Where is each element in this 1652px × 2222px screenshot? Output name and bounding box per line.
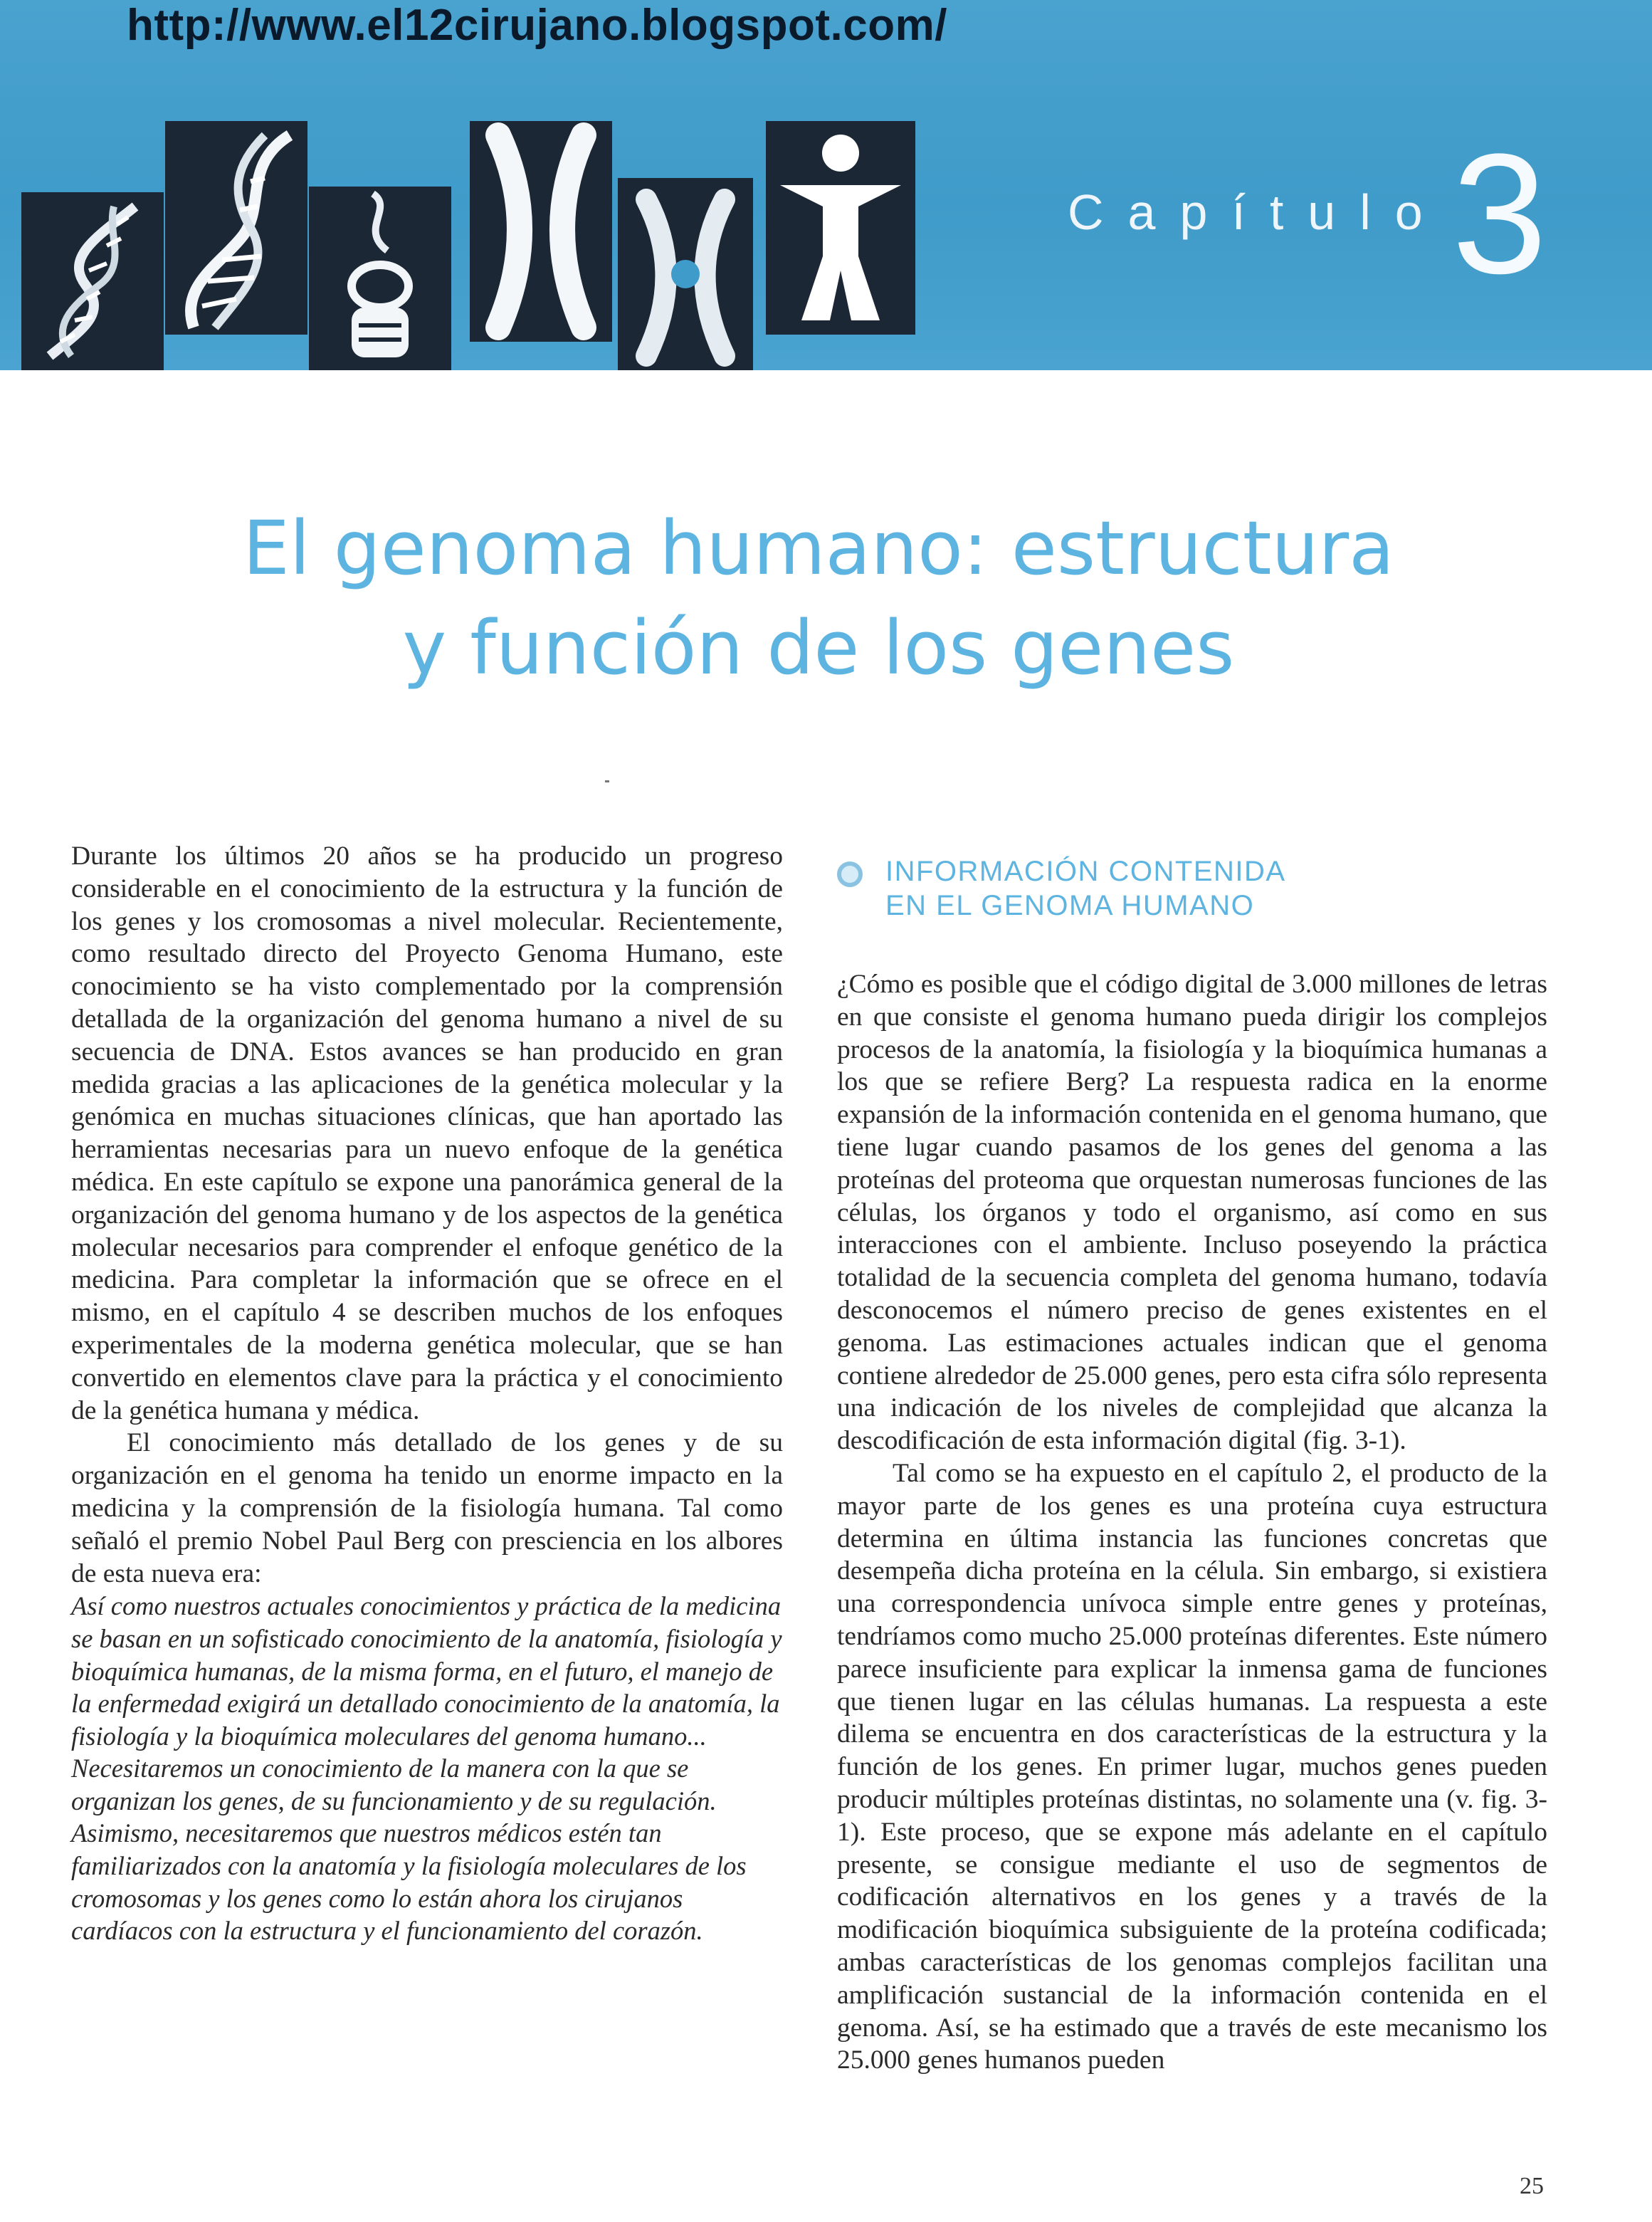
dna-tile-1 [21, 192, 164, 370]
page-number: 25 [1520, 2173, 1544, 2199]
right-column-body [837, 968, 1547, 2077]
human-figure-icon [766, 121, 915, 335]
left-column [71, 840, 783, 1947]
chromosome-tile-2 [618, 178, 753, 370]
section-heading [837, 847, 1547, 926]
chromatin-tile [309, 187, 451, 370]
chapter-title-line-2: y función de los genes [402, 604, 1235, 691]
x-chromosome-icon [470, 121, 612, 342]
dna-helix-icon [21, 192, 164, 370]
right-paragraph-1: ¿Cómo es posible que el código digital de 3.000 millones de letras en que consiste el genoma humano pueda dirigir los complejos procesos de la anatomía, la fisiología y la bioquímica humanas a los que se refiere Berg? La respuesta radica en la enorme expansión de la información contenida en el genoma humano, que tiene lugar cuando pasamos de los genes del genoma a las proteínas del proteoma que orquestan numerosas funciones de las células, los órganos y todo el organismo, así como en sus interacciones con el ambiente. Incluso poseyendo la práctica totalidad de la secuencia completa del genoma humano, todavía desconocemos el número preciso de genes existentes en el genoma. Las estimaciones actuales indican que el genoma contiene alrededor de 25.000 genes, pero esta cifra sólo representa una indicación de los niveles de complejidad que alcanza la descodificación de esta información digital (fig. 3-1). [837, 970, 1547, 1456]
left-paragraph-2: El conocimiento más detallado de los genes y de su organización en el genoma ha tenido un enorme impacto en la medicina y la comprensión de la fisiología humana. Tal como señaló el premio Nobel Paul Berg con presciencia en los albores de esta nueva era: [71, 1428, 783, 1588]
section-bullet-icon [837, 861, 863, 887]
section-title-line-2: EN EL GENOMA HUMANO [885, 890, 1255, 921]
source-url: http://www.el12cirujano.blogspot.com/ [127, 1, 947, 50]
chapter-number: 3 [1452, 118, 1547, 309]
banded-chromosome-icon [618, 178, 753, 370]
stray-mark [605, 780, 609, 782]
berg-quote: Así como nuestros actuales conocimientos y práctica de la medicina se basan en un sofisticado conocimiento de la anatomía, fisiología y bioquímica humanas, de la misma forma, en el futuro, el manejo de la enfermedad exigirá un detallado conocimiento de la anatomía, la fisiología y la bioquímica moleculares del genoma humano... Necesitaremos un conocimiento de la manera con la que se organizan los genes, de su funcionamiento y de su regulación. Asimismo, necesitaremos que nuestros médicos estén tan familiarizados con la anatomía y la fisiología moleculares de los cromosomas y los genes como lo están ahora los cirujanos cardíacos con la estructura y el funcionamiento del corazón. [71, 1591, 782, 1946]
chapter-title-line-1: El genoma humano: estructura [243, 505, 1394, 592]
human-tile [766, 121, 915, 335]
dna-tile-2 [165, 121, 307, 335]
chapter-title [142, 498, 1495, 698]
section-title [885, 854, 1286, 923]
right-paragraph-2: Tal como se ha expuesto en el capítulo 2, el producto de la mayor parte de los genes es una proteína cuya estructura determina en última instancia las funciones concretas que desempeña dicha proteína en la célula. Sin embargo, si existiera una correspondencia unívoca simple entre genes y proteínas, tendríamos como mucho 25.000 proteínas diferentes. Este número parece insuficiente para explicar la inmensa gama de funciones que tienen lugar en las células humanas. La respuesta a este dilema se encuentra en dos características de la estructura y la función de los genes. En primer lugar, muchos genes pueden producir múltiples proteínas distintas, no solamente una (v. fig. 3-1). Este proceso, que se expone más adelante en el capítulo presente, se consigue mediante el uso de segmentos de codificación alternativos en los genes y a través de la modificación bioquímica subsiguiente de la proteína codificada; ambas características de los genomas complejos facilitan una amplificación sustancial de la información contenida en el genoma. Así, se ha estimado que a través de este mecanismo los 25.000 genes humanos pueden [837, 1458, 1547, 2075]
chapter-banner [0, 0, 1652, 370]
chromosome-tile-1 [470, 121, 612, 342]
left-paragraph-1: Durante los últimos 20 años se ha producido un progreso considerable en el conocimiento de la estructura y la función de los genes y los cromosomas a nivel molecular. Recientemente, como resultado directo del Proyecto Genoma Humano, este conocimiento se ha visto complementado por la comprensión detallada de la organización del genoma humano a nivel de su secuencia de DNA. Estos avances se han producido en gran medida gracias a las aplicaciones de la genética molecular y la genómica en muchas situaciones clínicas, que han aportado las herramientas necesarias para un nuevo enfoque de la genética médica. En este capítulo se expone una panorámica general de la organización del genoma humano y de los aspectos de la genética molecular necesarios para comprender el enfoque genético de la medicina. Para completar la información que se ofrece en el mismo, en el capítulo 4 se describen muchos de los enfoques experimentales de la moderna genética molecular, que se han convertido en elementos clave para la práctica y el conocimiento de la genética humana y médica. [71, 842, 783, 1425]
dna-helix-icon [165, 121, 307, 335]
chapter-label: Capítulo [1068, 184, 1447, 240]
section-title-line-1: INFORMACIÓN CONTENIDA [885, 856, 1286, 887]
chromosome-icon [309, 187, 451, 370]
